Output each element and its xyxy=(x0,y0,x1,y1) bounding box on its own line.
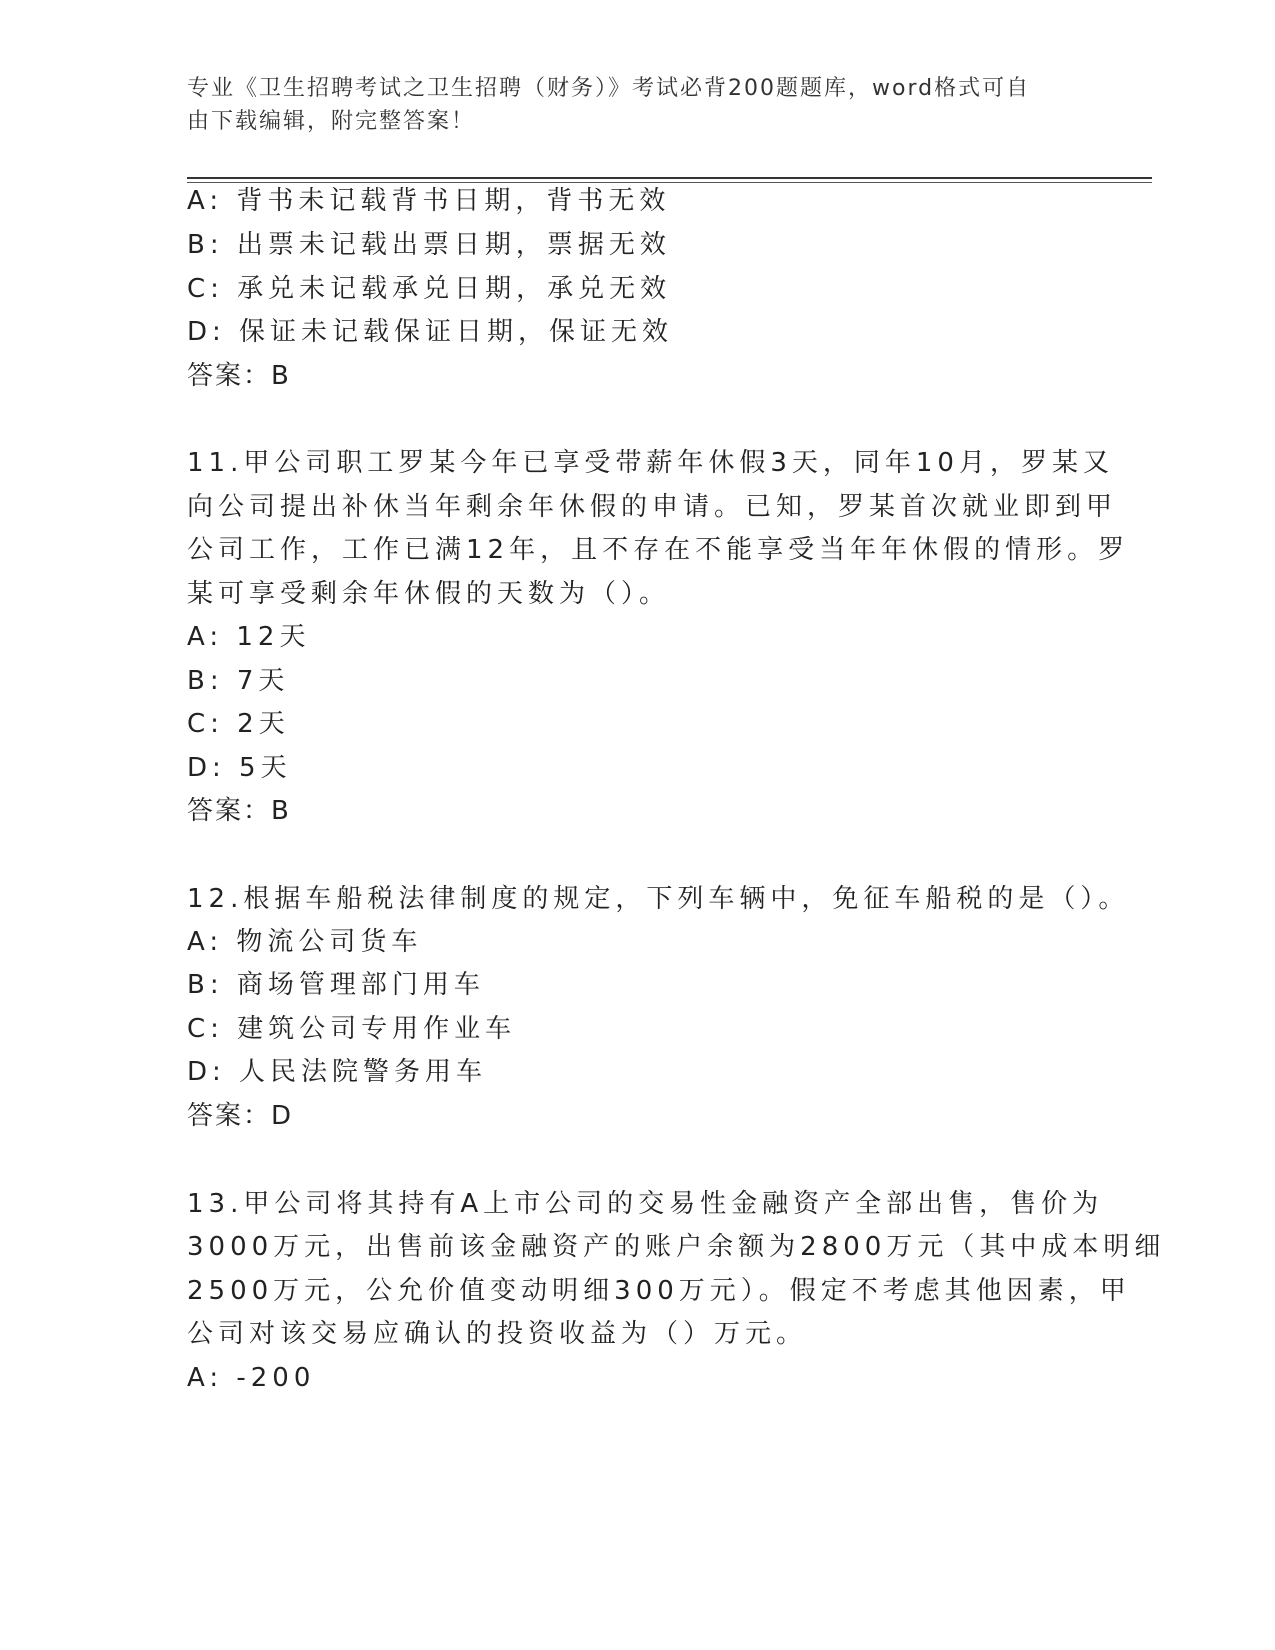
q10-option-d: D: 保证未记载保证日期，保证无效 xyxy=(187,317,674,347)
q12-option-b: B: 商场管理部门用车 xyxy=(187,970,485,1000)
q10-option-b: B: 出票未记载出票日期，票据无效 xyxy=(187,230,671,260)
q13-stem-line-4: 公司对该交易应确认的投资收益为（）万元。 xyxy=(187,1319,808,1349)
q10-option-a: A: 背书未记载背书日期，背书无效 xyxy=(187,186,671,216)
q13-stem-line-3: 2500万元，公允价值变动明细300万元）。假定不考虑其他因素，甲 xyxy=(187,1276,1131,1306)
q12-answer: 答案：D xyxy=(187,1101,294,1131)
header-line-2: 由下载编辑，附完整答案！ xyxy=(187,109,476,134)
q10-option-c: C: 承兑未记载承兑日期，承兑无效 xyxy=(187,274,672,304)
document-header xyxy=(187,72,1067,138)
q11-option-d: D: 5天 xyxy=(187,753,292,783)
q11-option-a: A: 12天 xyxy=(187,622,311,652)
q12-stem-line-1: 12.根据车船税法律制度的规定，下列车辆中，免征车船税的是（）。 xyxy=(187,884,1130,914)
q12-option-d: D: 人民法院警务用车 xyxy=(187,1057,488,1087)
header-divider-thick xyxy=(187,177,1152,179)
q11-option-c: C: 2天 xyxy=(187,709,290,739)
header-divider-thin xyxy=(187,182,1152,183)
q13-stem-line-2: 3000万元，出售前该金融资产的账户余额为2800万元（其中成本明细 xyxy=(187,1232,1166,1262)
q13-option-a: A: -200 xyxy=(187,1363,316,1393)
q11-stem-line-3: 公司工作，工作已满12年，且不存在不能享受当年年休假的情形。罗 xyxy=(187,535,1130,565)
q11-option-b: B: 7天 xyxy=(187,666,290,696)
q10-answer: 答案：B xyxy=(187,361,291,391)
q11-stem-line-1: 11.甲公司职工罗某今年已享受带薪年休假3天，同年10月，罗某又 xyxy=(187,448,1114,478)
q11-stem-line-4: 某可享受剩余年休假的天数为（）。 xyxy=(187,579,671,609)
q12-option-c: C: 建筑公司专用作业车 xyxy=(187,1014,517,1044)
q13-stem-line-1: 13.甲公司将其持有A上市公司的交易性金融资产全部出售，售价为 xyxy=(187,1189,1104,1219)
q12-option-a: A: 物流公司货车 xyxy=(187,927,423,957)
q11-stem-line-2: 向公司提出补休当年剩余年休假的申请。已知，罗某首次就业即到甲 xyxy=(187,492,1118,522)
q11-answer: 答案：B xyxy=(187,796,291,826)
header-line-1: 专业《卫生招聘考试之卫生招聘（财务）》考试必背200题题库，word格式可自 xyxy=(187,76,1031,101)
